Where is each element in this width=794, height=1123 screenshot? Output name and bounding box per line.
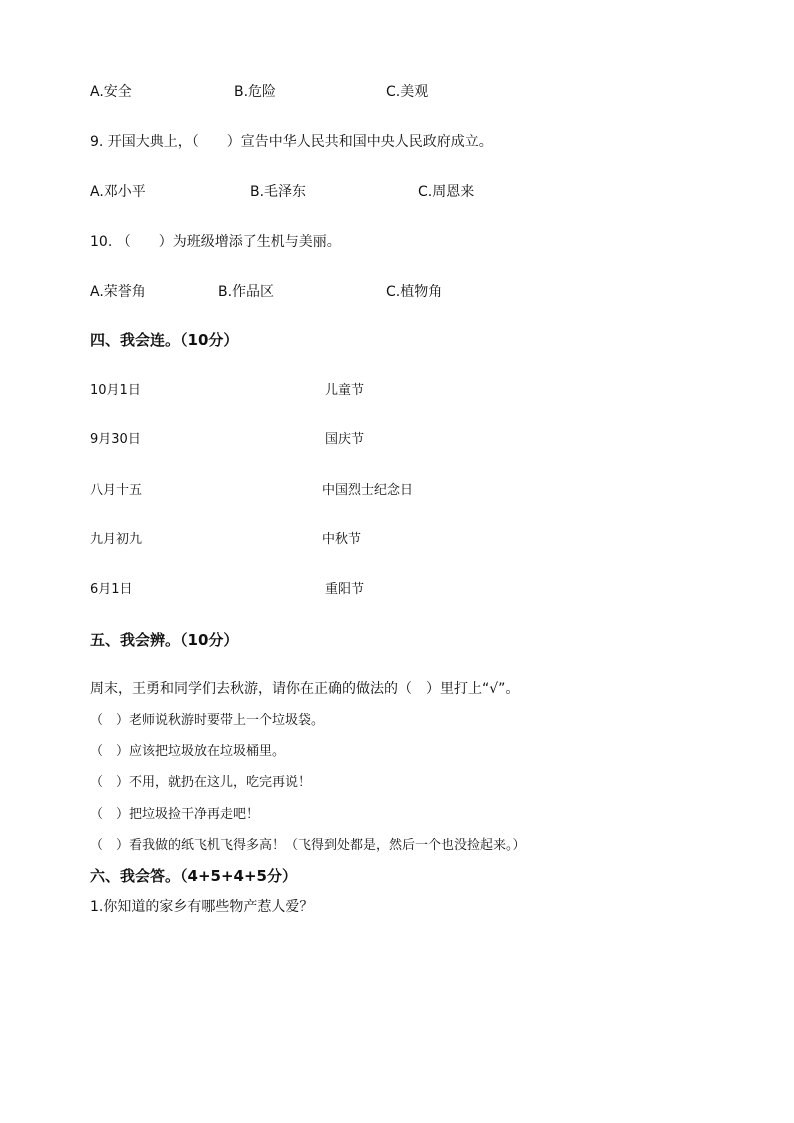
- q9-question: 9. 开国大典上，（ ）宣告中华人民共和国中央人民政府成立。: [90, 134, 493, 150]
- section5-prompt: 周末，王勇和同学们去秋游，请你在正确的做法的（ ）里打上“√”。: [90, 681, 520, 697]
- q9-option-c: C.周恩来: [418, 184, 475, 200]
- judge-item: （ ）不用，就扔在这儿，吃完再说！: [90, 775, 312, 790]
- match-right-item: 中秋节: [322, 532, 362, 547]
- judge-item: （ ）老师说秋游时要带上一个垃圾袋。: [90, 713, 325, 728]
- match-left-item: 10月1日: [90, 383, 141, 398]
- q8-option-a: A.安全: [90, 84, 132, 100]
- match-left-item: 八月十五: [90, 483, 143, 498]
- section5-title: 五、我会辨。（10分）: [90, 631, 239, 649]
- q10-option-a: A.荣誉角: [90, 284, 146, 300]
- match-left-item: 九月初九: [90, 532, 143, 547]
- match-right-item: 国庆节: [325, 432, 365, 447]
- q9-option-b: B.毛泽东: [250, 184, 307, 200]
- match-right-item: 中国烈士纪念日: [322, 483, 414, 498]
- judge-item: （ ）应该把垃圾放在垃圾桶里。: [90, 744, 286, 759]
- q10-option-c: C.植物角: [386, 284, 443, 300]
- judge-item: （ ）把垃圾捡干净再走吧！: [90, 807, 260, 822]
- judge-item: （ ）看我做的纸飞机飞得多高！（飞得到处都是，然后一个也没捡起来。）: [90, 838, 526, 853]
- q10-option-b: B.作品区: [218, 284, 275, 300]
- q9-option-a: A.邓小平: [90, 184, 146, 200]
- q10-question: 10. （ ）为班级增添了生机与美丽。: [90, 234, 341, 250]
- match-left-item: 9月30日: [90, 432, 141, 447]
- match-right-item: 儿童节: [325, 383, 365, 398]
- q8-option-c: C.美观: [386, 84, 429, 100]
- section6-question-1: 1.你知道的家乡有哪些物产惹人爱？: [90, 899, 314, 915]
- section4-title: 四、我会连。（10分）: [90, 331, 239, 349]
- match-left-item: 6月1日: [90, 582, 133, 597]
- match-right-item: 重阳节: [325, 582, 365, 597]
- section6-title: 六、我会答。（4+5+4+5分）: [90, 867, 297, 885]
- q8-option-b: B.危险: [234, 84, 277, 100]
